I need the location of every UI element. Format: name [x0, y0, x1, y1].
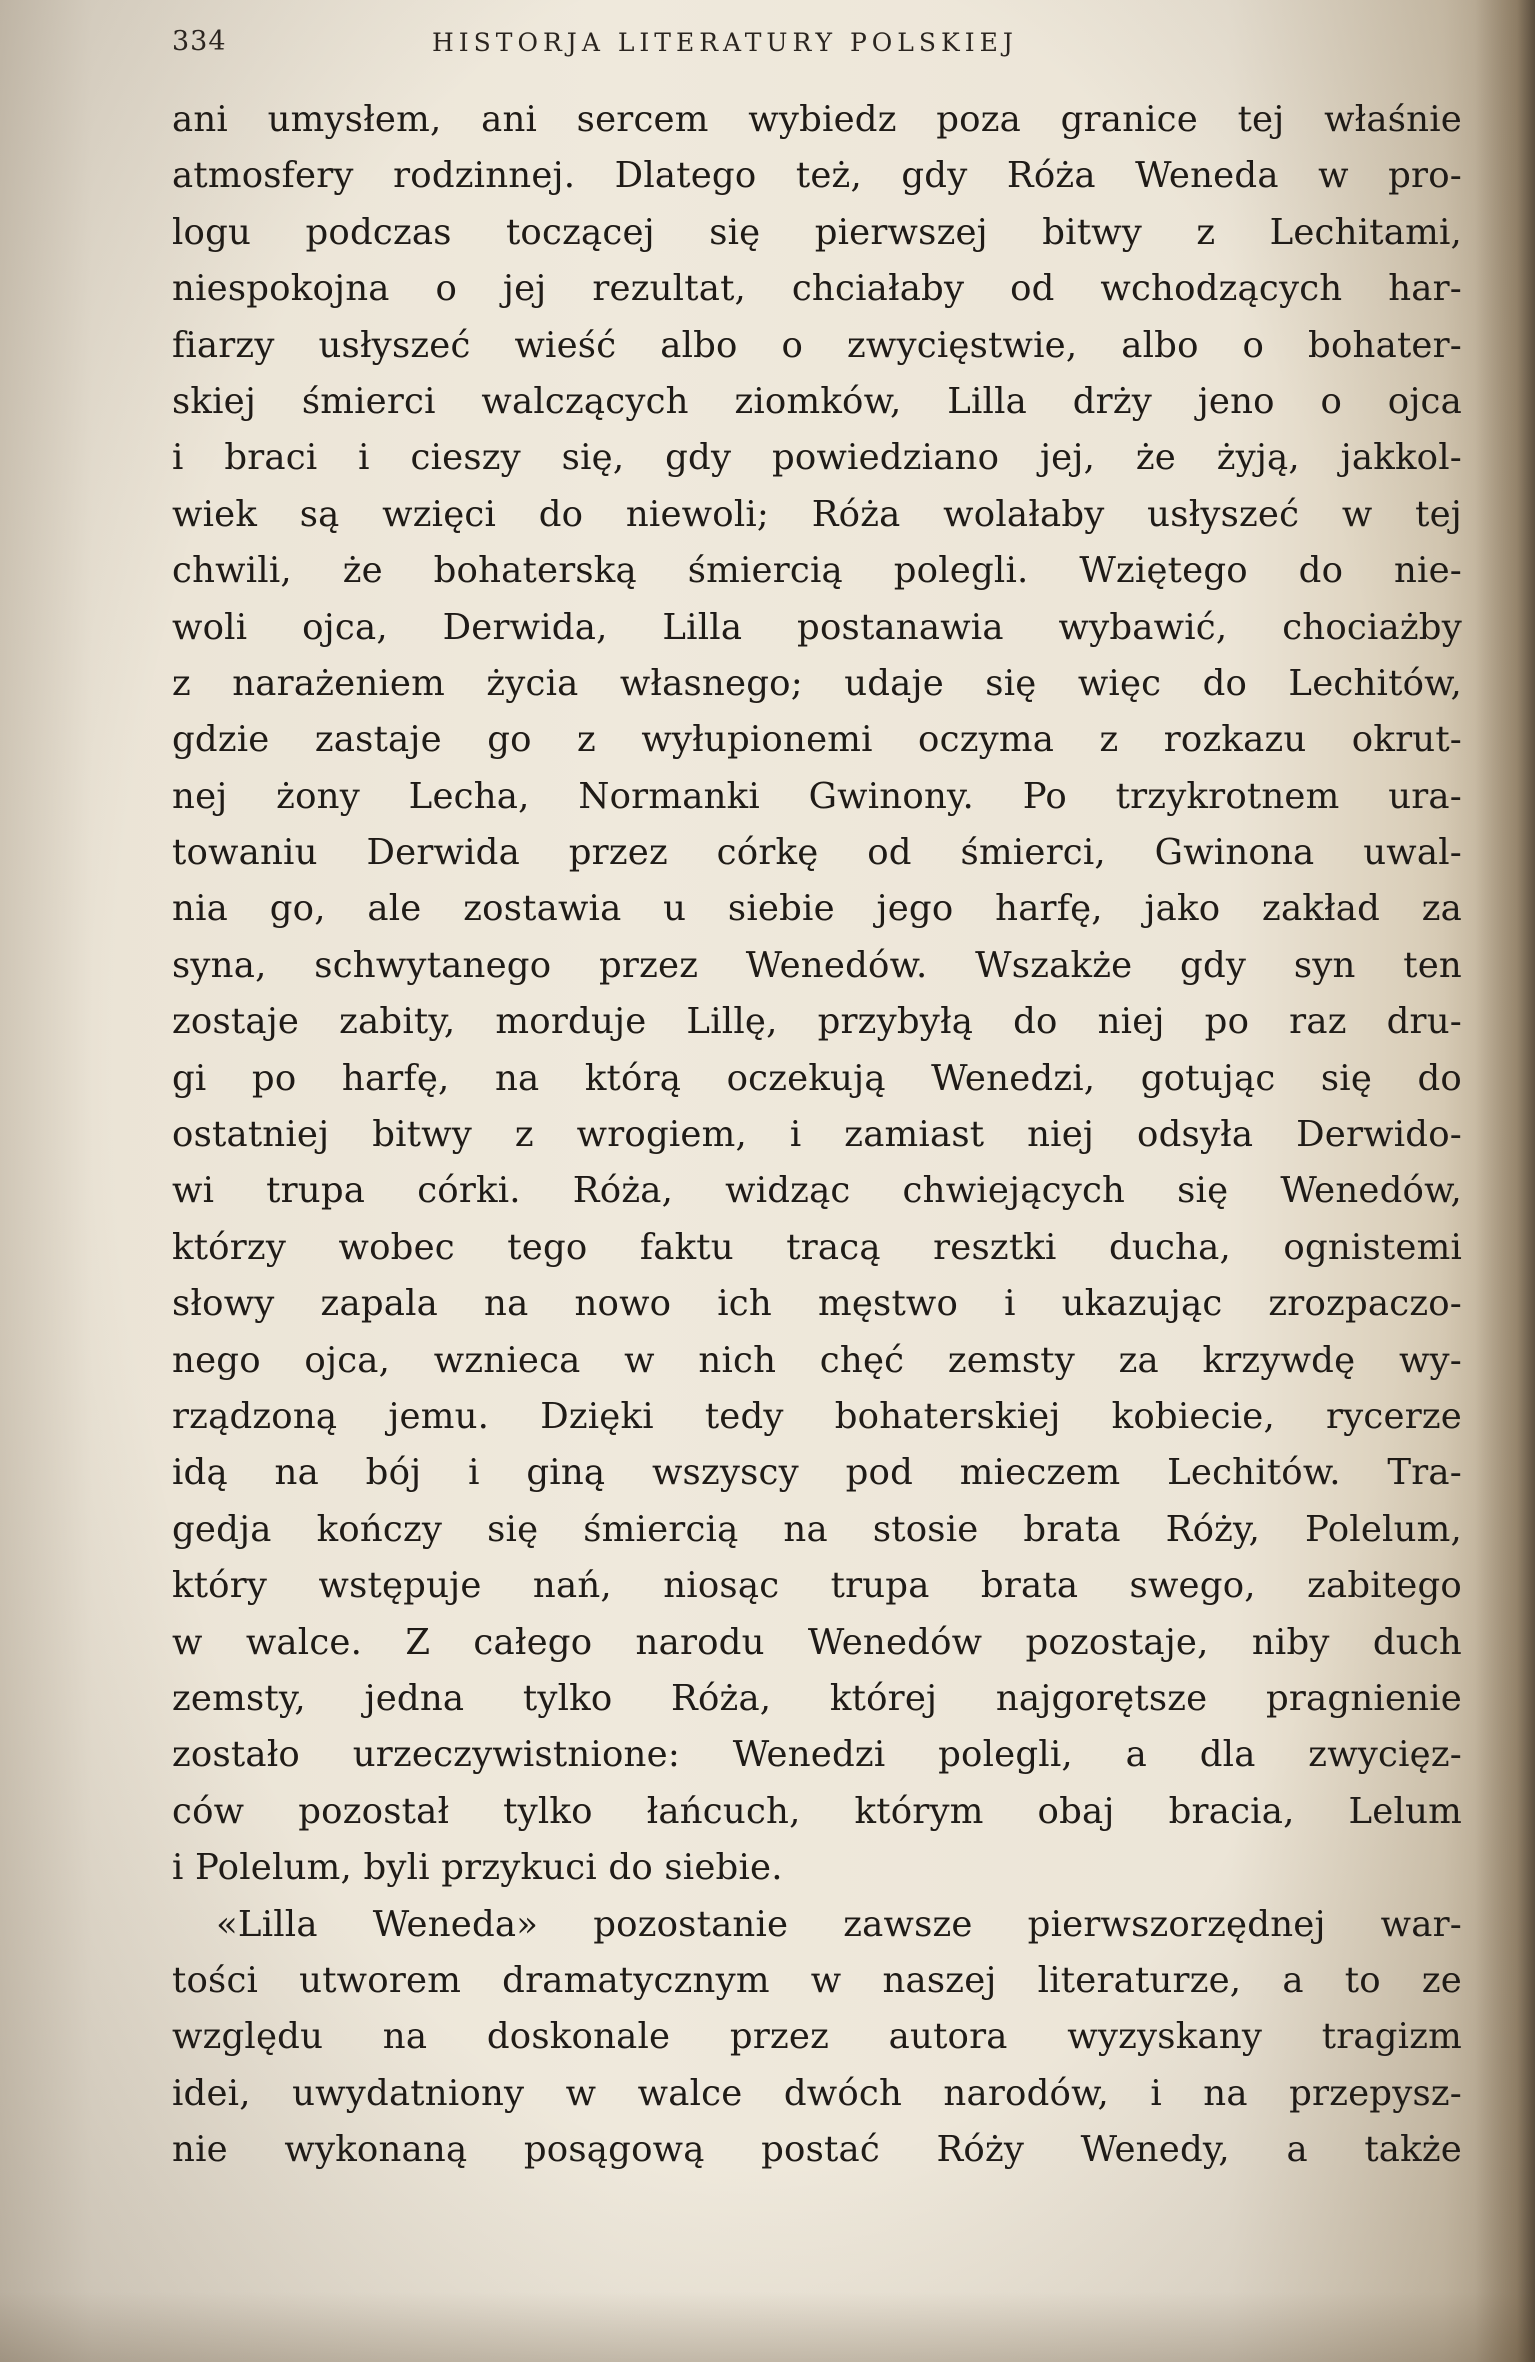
text-line: idei, uwydatniony w walce dwóch narodów, i na przepysz-: [172, 2072, 1462, 2114]
paragraph-start-line: «Lilla Weneda» pozostanie zawsze pierwszorzędnej war-: [216, 1903, 1462, 1945]
text-line: logu podczas toczącej się pierwszej bitwy z Lechitami,: [172, 211, 1462, 253]
text-line: zemsty, jedna tylko Róża, której najgorętsze pragnienie: [172, 1677, 1462, 1719]
text-line: nego ojca, wznieca w nich chęć zemsty za krzywdę wy-: [172, 1339, 1462, 1381]
text-line: tości utworem dramatycznym w naszej literaturze, a to ze: [172, 1959, 1462, 2001]
text-line: względu na doskonale przez autora wyzyskany tragizm: [172, 2016, 1462, 2058]
text-line: fiarzy usłyszeć wieść albo o zwycięstwie, albo o bohater-: [172, 324, 1462, 366]
running-title: HISTORJA LITERATURY POLSKIEJ: [432, 28, 1018, 57]
text-line: skiej śmierci walczących ziomków, Lilla drży jeno o ojca: [172, 380, 1462, 422]
text-line: nie wykonaną posągową postać Róży Wenedy, a także: [172, 2129, 1462, 2171]
text-line: chwili, że bohaterską śmiercią polegli. Wziętego do nie-: [172, 550, 1462, 592]
text-line: i braci i cieszy się, gdy powiedziano jej, że żyją, jakkol-: [172, 437, 1462, 479]
paragraph-end-line: i Polelum, byli przykuci do siebie.: [172, 1847, 783, 1889]
text-line: ani umysłem, ani sercem wybiedz poza granice tej właśnie: [172, 99, 1462, 140]
text-line: słowy zapala na nowo ich męstwo i ukazując zrozpaczo-: [172, 1283, 1462, 1325]
text-line: w walce. Z całego narodu Wenedów pozostaje, niby duch: [172, 1621, 1462, 1663]
page-edge-shadow: [1475, 0, 1535, 2362]
text-line: nia go, ale zostawia u siebie jego harfę, jako zakład za: [172, 888, 1462, 930]
text-line: gedja kończy się śmiercią na stosie brata Róży, Polelum,: [172, 1508, 1462, 1550]
text-line: atmosfery rodzinnej. Dlatego też, gdy Róża Weneda w pro-: [172, 155, 1462, 197]
text-line: woli ojca, Derwida, Lilla postanawia wybawić, chociażby: [172, 606, 1462, 648]
text-line: z narażeniem życia własnego; udaje się więc do Lechitów,: [172, 662, 1462, 704]
text-line: ców pozostał tylko łańcuch, którym obaj bracia, Lelum: [172, 1790, 1462, 1832]
text-line: syna, schwytanego przez Wenedów. Wszakże gdy syn ten: [172, 944, 1462, 986]
text-line: którzy wobec tego faktu tracą resztki ducha, ognistemi: [172, 1226, 1462, 1268]
text-line: gi po harfę, na którą oczekują Wenedzi, gotując się do: [172, 1057, 1462, 1099]
text-line: ostatniej bitwy z wrogiem, i zamiast niej odsyła Derwido-: [172, 1114, 1462, 1156]
text-line: zostało urzeczywistnione: Wenedzi polegli, a dla zwycięz-: [172, 1734, 1462, 1776]
body-text: [172, 92, 1462, 2178]
page-number: 334: [172, 26, 227, 57]
text-line: idą na bój i giną wszyscy pod mieczem Lechitów. Tra-: [172, 1452, 1462, 1494]
text-line: gdzie zastaje go z wyłupionemi oczyma z rozkazu okrut-: [172, 719, 1462, 761]
text-line: niespokojna o jej rezultat, chciałaby od wchodzących har-: [172, 268, 1462, 310]
text-line: zostaje zabity, morduje Lillę, przybyłą do niej po raz dru-: [172, 1001, 1462, 1043]
text-line: wiek są wzięci do niewoli; Róża wolałaby usłyszeć w tej: [172, 493, 1462, 535]
page-bottom-shadow: [0, 2292, 1535, 2362]
text-line: towaniu Derwida przez córkę od śmierci, Gwinona uwal-: [172, 832, 1462, 874]
text-line: który wstępuje nań, niosąc trupa brata swego, zabitego: [172, 1565, 1462, 1607]
text-line: nej żony Lecha, Normanki Gwinony. Po trzykrotnem ura-: [172, 775, 1462, 817]
running-head: [172, 26, 1252, 66]
text-line: rządzoną jemu. Dzięki tedy bohaterskiej kobiecie, rycerze: [172, 1395, 1462, 1437]
text-line: wi trupa córki. Róża, widząc chwiejących się Wenedów,: [172, 1170, 1462, 1212]
